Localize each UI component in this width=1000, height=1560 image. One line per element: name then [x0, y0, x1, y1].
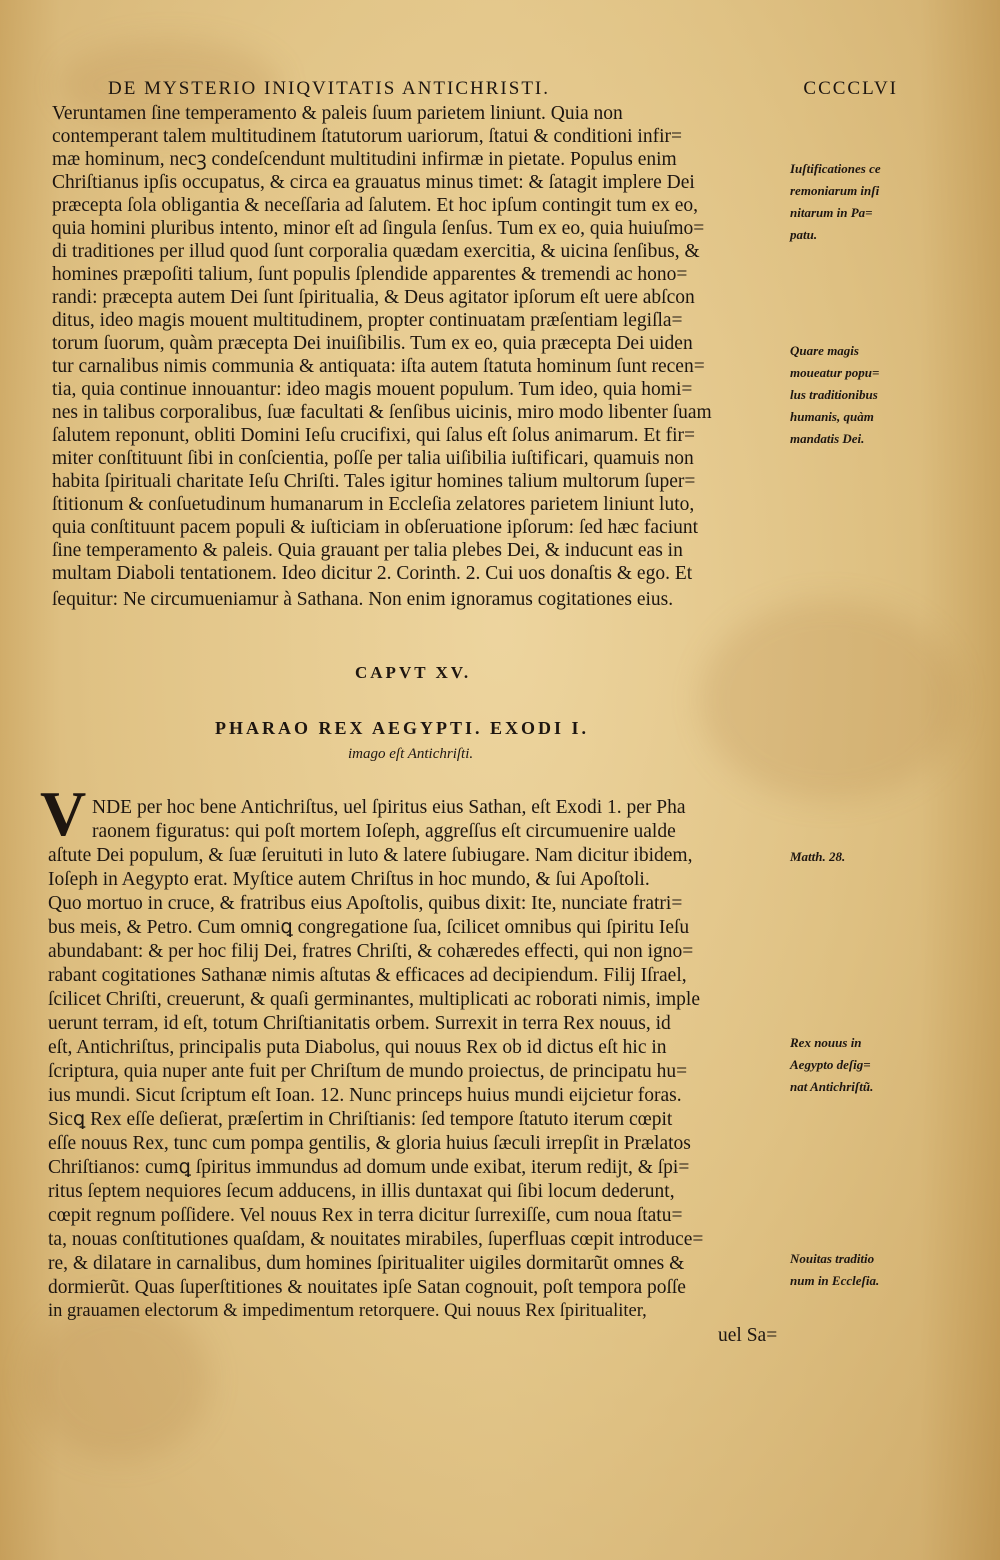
text-line: Sicꝗ Rex eſſe deſierat, præſertim in Chriſtianis: ſed tempore ſtatuto iterum cœpit [48, 1109, 673, 1130]
text-line: randi: præcepta autem Dei ſunt ſpiritualia, & Deus agitator ipſorum eſt uere abſcon [52, 287, 695, 308]
text-line: mæ hominum, necꝫ condeſcendunt multitudini infirmæ in pietate. Populus enim [52, 149, 677, 170]
marginal-note: Rex nouus in [790, 1035, 862, 1050]
drop-capital: V [40, 778, 87, 849]
text-line: rabant cogitationes Sathanæ nimis aſtutas & efficaces ad decipiendum. Filij Iſrael, [48, 965, 687, 986]
text-line: Ioſeph in Aegypto erat. Myſtice autem Chriſtus in hoc mundo, & ſui Apoſtoli. [48, 869, 650, 890]
text-line: ſequitur: Ne circumueniamur à Sathana. Non enim ignoramus cogitationes eius. [52, 589, 674, 610]
text-line: quia conſtituunt pacem populi & iuſticiam in obſeruatione ipſorum: ſed hæc faciunt [52, 517, 699, 538]
text-line: in grauamen electorum & impedimentum retorquere. Qui nouus Rex ſpiritualiter, [48, 1301, 647, 1321]
paper-stain [700, 600, 960, 800]
text-line: NDE per hoc bene Antichriſtus, uel ſpiritus eius Sathan, eſt Exodi 1. per Pha [92, 797, 686, 818]
marginal-note: mandatis Dei. [790, 431, 865, 446]
marginal-note: Aegypto deſig= [790, 1057, 871, 1072]
text-line: uerunt terram, id eſt, totum Chriſtianitatis orbem. Surrexit in terra Rex nouus, id [48, 1013, 671, 1034]
text-line: ſine temperamento & paleis. Quia grauant per talia plebes Dei, & inducunt eas in [52, 540, 683, 561]
marginal-note: humanis, quàm [790, 409, 874, 424]
text-line: raonem figuratus: qui poſt mortem Ioſeph, aggreſſus eſt circumuenire ualde [92, 821, 676, 842]
text-line: nes in talibus corporalibus, ſuæ facultati & ſenſibus uicinis, miro modo libenter ſuam [52, 402, 712, 423]
text-line: ſtitionum & conſuetudinum humanarum in Eccleſia zelatores parietem liniunt luto, [52, 494, 695, 515]
marginal-note: Nouitas traditio [790, 1251, 875, 1266]
marginal-note: Iuſtificationes ce [790, 161, 881, 176]
marginal-note: remoniarum inſi [790, 183, 880, 198]
text-line: miter conſtituunt ſibi in conſcientia, poſſe per talia uiſibilia iuſtificari, quamuis non [52, 448, 694, 469]
chapter-title: CAPVT XV. [355, 663, 472, 682]
marginal-note: Matth. 28. [790, 849, 846, 864]
page-header [108, 74, 898, 104]
text-line: torum ſuorum, quàm præcepta Dei inuiſibilis. Tum ex eo, quia præcepta Dei uiden [52, 333, 693, 354]
text-line: contemperant talem multitudinem ſtatutorum uariorum, ſtatui & conditioni infir= [52, 126, 682, 147]
text-line: Quo mortuo in cruce, & fratribus eius Apoſtolis, quibus dixit: Ite, nunciate fratri= [48, 893, 683, 914]
section-heading: PHARAO REX AEGYPTI. EXODI I. [215, 718, 590, 738]
text-line: ditus, ideo magis mouent multitudinem, propter continuatam præſentiam legiſla= [52, 310, 683, 331]
text-line: eſt, Antichriſtus, principalis puta Diabolus, qui nouus Rex ob id dictus eſt hic in [48, 1037, 667, 1058]
text-line: re, & dilatare in carnalibus, dum homines ſpiritualiter uigiles dormitarũt omnes & [48, 1253, 685, 1274]
running-title: DE MYSTERIO INIQVITATIS ANTICHRISTI. [108, 78, 551, 99]
text-line: quia homini pluribus intento, minor eſt ad ſingula ſenſus. Tum ex eo, quia huiuſmo= [52, 218, 705, 239]
text-line: cœpit regnum poſſidere. Vel nouus Rex in terra dicitur ſurrexiſſe, cum noua ſtatu= [48, 1205, 683, 1226]
text-line: di traditiones per illud quod ſunt corporalia quædam exercitia, & uicina ſenſibus, & [52, 241, 700, 262]
text-line: ſcriptura, quia nuper ante fuit per Chriſtum de mundo proiectus, de principatu hu= [48, 1061, 688, 1082]
text-line: ius mundi. Sicut ſcriptum eſt Ioan. 12. Nunc princeps huius mundi eijcietur foras. [48, 1085, 682, 1106]
text-line: habita ſpirituali charitate Ieſu Chriſti. Tales igitur homines talium multorum ſuper= [52, 471, 696, 492]
catchword: uel Sa= [718, 1325, 778, 1346]
text-line: Veruntamen ſine temperamento & paleis ſuum parietem liniunt. Quia non [52, 103, 623, 124]
text-line: ſalutem reponunt, obliti Domini Ieſu crucifixi, qui ſalus eſt ſolus animarum. Et fir= [52, 425, 695, 446]
text-line: dormierũt. Quas ſuperſtitiones & nouitates ipſe Satan cognouit, poſt tempora poſſe [48, 1277, 686, 1298]
text-line: ta, nouas conſtitutiones quaſdam, & nouitates mirabiles, ſuperfluas cœpit introduce= [48, 1229, 704, 1250]
text-line: ſcilicet Chriſti, creuerunt, & quaſi germinantes, multiplicati ac roborati nimis, imple [48, 989, 700, 1010]
folio-number: CCCCLVI [803, 78, 898, 99]
text-line: tia, quia continue innouantur: ideo magis mouent populum. Tum ideo, quia homi= [52, 379, 693, 400]
text-line: Chriſtianus ipſis occupatus, & circa ea grauatus minus timet: & ſatagit implere Dei [52, 172, 695, 193]
section-subheading: imago eſt Antichriſti. [348, 746, 474, 762]
text-line: abundabant: & per hoc filij Dei, fratres Chriſti, & cohæredes effecti, qui non igno= [48, 941, 694, 962]
text-line: homines præpoſiti talium, ſunt populis ſplendide apparentes & tremendi ac hono= [52, 264, 688, 285]
marginal-note: moueatur popu= [790, 365, 880, 380]
text-line: eſſe nouus Rex, tunc cum pompa gentilis, & gloria huius ſæculi irrepſit in Prælatos [48, 1133, 691, 1154]
text-line: ritus ſeptem nequiores ſecum adducens, in illis duntaxat qui ſibi locum dederunt, [48, 1181, 675, 1202]
marginal-note: patu. [790, 227, 818, 242]
paper-stain [30, 1300, 210, 1460]
text-line: multam Diaboli tentationem. Ideo dicitur 2. Corinth. 2. Cui uos donaſtis & ego. Et [52, 563, 693, 584]
text-line: Chriſtianos: cumꝗ ſpiritus immundus ad domum unde exibat, iterum redijt, & ſpi= [48, 1157, 690, 1178]
text-line: bus meis, & Petro. Cum omniꝗ congregatione ſua, ſcilicet omnibus qui ſpiritu Ieſu [48, 917, 690, 938]
text-line: aſtute Dei populum, & ſuæ ſeruituti in luto & latere ſubiugare. Nam dicitur ibidem, [48, 845, 693, 866]
marginal-note: Quare magis [790, 343, 859, 358]
marginal-note: num in Eccleſia. [790, 1273, 880, 1288]
marginal-note: lus traditionibus [790, 387, 878, 402]
marginal-note: nat Antichriſtũ. [790, 1079, 874, 1094]
text-line: tur carnalibus nimis communia & antiquata: iſta autem ſtatuta hominum ſunt recen= [52, 356, 705, 377]
text-line: præcepta ſola obligantia & neceſſaria ad ſalutem. Et hoc ipſum contingit tum ex eo, [52, 195, 699, 216]
marginal-note: nitarum in Pa= [790, 205, 873, 220]
